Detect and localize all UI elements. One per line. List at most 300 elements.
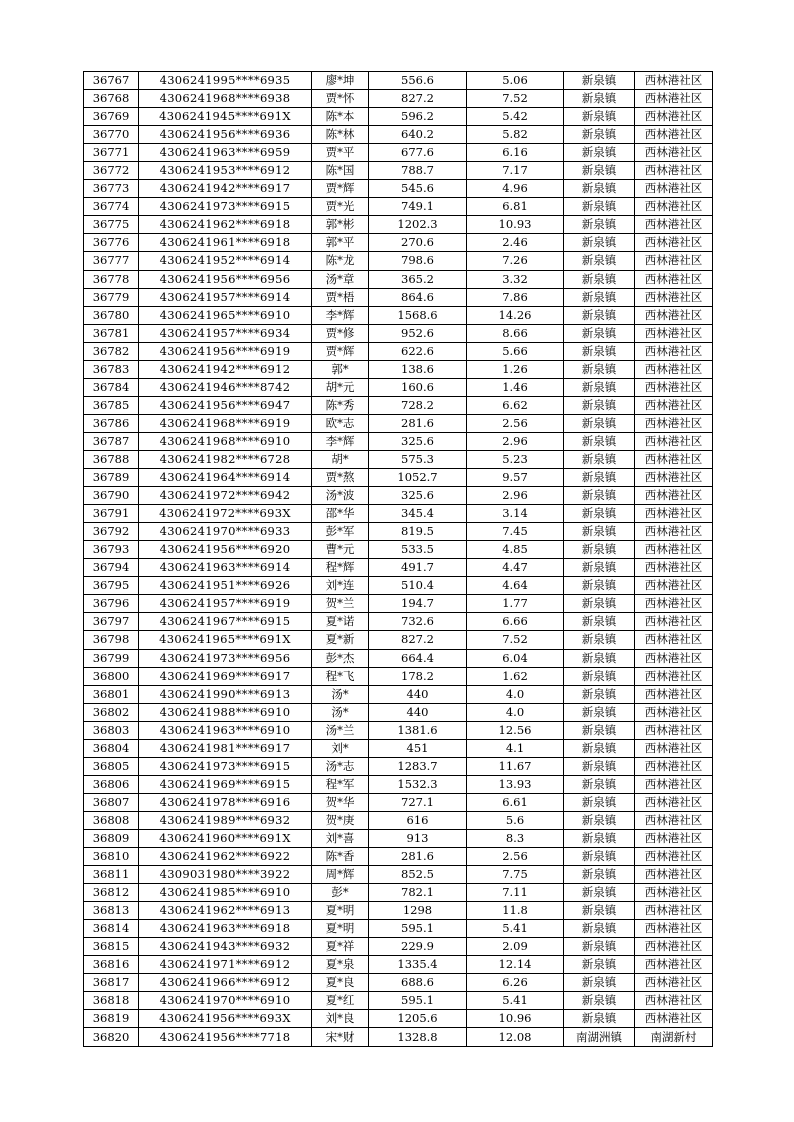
cell-amount: 533.5 <box>369 541 467 559</box>
cell-value: 6.81 <box>467 198 564 216</box>
cell-id-number: 4306241971****6912 <box>139 956 312 974</box>
cell-amount: 952.6 <box>369 324 467 342</box>
cell-community: 西林港社区 <box>635 396 713 414</box>
cell-name: 陈*香 <box>312 848 369 866</box>
cell-row-number: 36771 <box>84 144 139 162</box>
cell-name: 汤*志 <box>312 757 369 775</box>
cell-name: 刘* <box>312 739 369 757</box>
table-row <box>84 288 713 306</box>
cell-town: 新泉镇 <box>564 685 635 703</box>
cell-value: 6.04 <box>467 649 564 667</box>
cell-amount: 852.5 <box>369 866 467 884</box>
cell-name: 郭*彬 <box>312 216 369 234</box>
cell-name: 陈*本 <box>312 108 369 126</box>
cell-id-number: 4306241960****691X <box>139 829 312 847</box>
cell-name: 邵*华 <box>312 505 369 523</box>
cell-amount: 510.4 <box>369 577 467 595</box>
cell-id-number: 4306241956****6956 <box>139 270 312 288</box>
cell-id-number: 4306241970****6910 <box>139 992 312 1010</box>
table-row <box>84 378 713 396</box>
table-row <box>84 866 713 884</box>
cell-community: 西林港社区 <box>635 378 713 396</box>
cell-community: 西林港社区 <box>635 505 713 523</box>
cell-row-number: 36801 <box>84 685 139 703</box>
cell-town: 新泉镇 <box>564 649 635 667</box>
cell-row-number: 36783 <box>84 360 139 378</box>
cell-id-number: 4306241988****6910 <box>139 703 312 721</box>
cell-id-number: 4306241962****6922 <box>139 848 312 866</box>
table-row <box>84 541 713 559</box>
cell-row-number: 36815 <box>84 938 139 956</box>
cell-row-number: 36800 <box>84 667 139 685</box>
table-row <box>84 956 713 974</box>
cell-value: 2.56 <box>467 414 564 432</box>
cell-community: 西林港社区 <box>635 144 713 162</box>
cell-amount: 728.2 <box>369 396 467 414</box>
table-row <box>84 992 713 1010</box>
cell-community: 西林港社区 <box>635 288 713 306</box>
cell-community: 西林港社区 <box>635 180 713 198</box>
table-row <box>84 793 713 811</box>
table-row <box>84 252 713 270</box>
cell-row-number: 36811 <box>84 866 139 884</box>
cell-row-number: 36769 <box>84 108 139 126</box>
cell-name: 彭*军 <box>312 523 369 541</box>
cell-value: 5.66 <box>467 342 564 360</box>
cell-id-number: 4309031980****3922 <box>139 866 312 884</box>
cell-community: 西林港社区 <box>635 126 713 144</box>
cell-town: 新泉镇 <box>564 162 635 180</box>
cell-town: 新泉镇 <box>564 396 635 414</box>
table-row <box>84 523 713 541</box>
cell-row-number: 36807 <box>84 793 139 811</box>
cell-value: 7.26 <box>467 252 564 270</box>
cell-town: 新泉镇 <box>564 992 635 1010</box>
cell-amount: 281.6 <box>369 848 467 866</box>
cell-name: 胡* <box>312 450 369 468</box>
table-row <box>84 126 713 144</box>
cell-value: 7.52 <box>467 631 564 649</box>
cell-town: 新泉镇 <box>564 432 635 450</box>
table-row <box>84 198 713 216</box>
cell-community: 西林港社区 <box>635 234 713 252</box>
cell-value: 4.96 <box>467 180 564 198</box>
cell-name: 刘*连 <box>312 577 369 595</box>
cell-amount: 640.2 <box>369 126 467 144</box>
cell-amount: 281.6 <box>369 414 467 432</box>
cell-id-number: 4306241990****6913 <box>139 685 312 703</box>
cell-name: 胡*元 <box>312 378 369 396</box>
cell-row-number: 36792 <box>84 523 139 541</box>
table-row <box>84 216 713 234</box>
cell-name: 刘*喜 <box>312 829 369 847</box>
cell-community: 西林港社区 <box>635 108 713 126</box>
cell-id-number: 4306241963****6914 <box>139 559 312 577</box>
table-row <box>84 1010 713 1028</box>
cell-amount: 864.6 <box>369 288 467 306</box>
cell-amount: 595.1 <box>369 920 467 938</box>
cell-row-number: 36804 <box>84 739 139 757</box>
cell-town: 新泉镇 <box>564 703 635 721</box>
cell-town: 新泉镇 <box>564 613 635 631</box>
cell-community: 西林港社区 <box>635 992 713 1010</box>
cell-id-number: 4306241956****7718 <box>139 1028 312 1046</box>
cell-amount: 229.9 <box>369 938 467 956</box>
cell-name: 程*军 <box>312 775 369 793</box>
cell-amount: 913 <box>369 829 467 847</box>
cell-community: 西林港社区 <box>635 811 713 829</box>
cell-community: 西林港社区 <box>635 198 713 216</box>
cell-town: 新泉镇 <box>564 541 635 559</box>
table-row <box>84 649 713 667</box>
table-row <box>84 721 713 739</box>
table-row <box>84 90 713 108</box>
cell-id-number: 4306241956****6919 <box>139 342 312 360</box>
cell-community: 西林港社区 <box>635 324 713 342</box>
cell-name: 贺*兰 <box>312 595 369 613</box>
cell-name: 贾*平 <box>312 144 369 162</box>
cell-row-number: 36819 <box>84 1010 139 1028</box>
table-row <box>84 757 713 775</box>
cell-row-number: 36767 <box>84 72 139 90</box>
cell-value: 4.47 <box>467 559 564 577</box>
cell-amount: 732.6 <box>369 613 467 631</box>
cell-id-number: 4306241965****6910 <box>139 306 312 324</box>
cell-id-number: 4306241943****6932 <box>139 938 312 956</box>
cell-amount: 365.2 <box>369 270 467 288</box>
cell-town: 南湖洲镇 <box>564 1028 635 1046</box>
cell-row-number: 36802 <box>84 703 139 721</box>
cell-id-number: 4306241982****6728 <box>139 450 312 468</box>
cell-community: 西林港社区 <box>635 487 713 505</box>
cell-town: 新泉镇 <box>564 595 635 613</box>
cell-town: 新泉镇 <box>564 324 635 342</box>
cell-id-number: 4306241956****6947 <box>139 396 312 414</box>
table-row <box>84 306 713 324</box>
cell-value: 4.1 <box>467 739 564 757</box>
cell-id-number: 4306241957****6919 <box>139 595 312 613</box>
cell-value: 5.23 <box>467 450 564 468</box>
cell-row-number: 36797 <box>84 613 139 631</box>
cell-row-number: 36770 <box>84 126 139 144</box>
cell-value: 13.93 <box>467 775 564 793</box>
cell-community: 西林港社区 <box>635 685 713 703</box>
table-row <box>84 703 713 721</box>
cell-name: 夏*泉 <box>312 956 369 974</box>
cell-id-number: 4306241973****6915 <box>139 198 312 216</box>
cell-town: 新泉镇 <box>564 848 635 866</box>
cell-row-number: 36791 <box>84 505 139 523</box>
cell-row-number: 36775 <box>84 216 139 234</box>
cell-town: 新泉镇 <box>564 126 635 144</box>
cell-row-number: 36782 <box>84 342 139 360</box>
cell-town: 新泉镇 <box>564 523 635 541</box>
cell-name: 欧*志 <box>312 414 369 432</box>
cell-row-number: 36796 <box>84 595 139 613</box>
cell-town: 新泉镇 <box>564 884 635 902</box>
cell-row-number: 36817 <box>84 974 139 992</box>
cell-value: 2.09 <box>467 938 564 956</box>
cell-id-number: 4306241956****693X <box>139 1010 312 1028</box>
table-row <box>84 577 713 595</box>
cell-value: 1.46 <box>467 378 564 396</box>
cell-id-number: 4306241957****6934 <box>139 324 312 342</box>
cell-row-number: 36786 <box>84 414 139 432</box>
cell-community: 西林港社区 <box>635 216 713 234</box>
cell-row-number: 36808 <box>84 811 139 829</box>
cell-row-number: 36810 <box>84 848 139 866</box>
cell-row-number: 36806 <box>84 775 139 793</box>
cell-value: 3.32 <box>467 270 564 288</box>
cell-town: 新泉镇 <box>564 505 635 523</box>
cell-value: 5.6 <box>467 811 564 829</box>
cell-amount: 440 <box>369 685 467 703</box>
cell-community: 西林港社区 <box>635 775 713 793</box>
cell-community: 西林港社区 <box>635 252 713 270</box>
cell-town: 新泉镇 <box>564 198 635 216</box>
cell-name: 夏*明 <box>312 920 369 938</box>
cell-name: 贾*修 <box>312 324 369 342</box>
cell-row-number: 36790 <box>84 487 139 505</box>
cell-town: 新泉镇 <box>564 631 635 649</box>
cell-town: 新泉镇 <box>564 902 635 920</box>
cell-community: 西林港社区 <box>635 613 713 631</box>
table-row <box>84 396 713 414</box>
cell-name: 周*辉 <box>312 866 369 884</box>
cell-row-number: 36787 <box>84 432 139 450</box>
cell-id-number: 4306241972****6942 <box>139 487 312 505</box>
cell-community: 西林港社区 <box>635 162 713 180</box>
cell-name: 夏*新 <box>312 631 369 649</box>
cell-town: 新泉镇 <box>564 306 635 324</box>
cell-town: 新泉镇 <box>564 739 635 757</box>
cell-id-number: 4306241942****6917 <box>139 180 312 198</box>
cell-name: 陈*国 <box>312 162 369 180</box>
cell-town: 新泉镇 <box>564 920 635 938</box>
cell-row-number: 36768 <box>84 90 139 108</box>
cell-town: 新泉镇 <box>564 72 635 90</box>
cell-value: 10.96 <box>467 1010 564 1028</box>
cell-row-number: 36794 <box>84 559 139 577</box>
table-row <box>84 974 713 992</box>
cell-row-number: 36776 <box>84 234 139 252</box>
cell-value: 5.41 <box>467 992 564 1010</box>
cell-id-number: 4306241969****6917 <box>139 667 312 685</box>
cell-amount: 1568.6 <box>369 306 467 324</box>
cell-community: 西林港社区 <box>635 757 713 775</box>
cell-community: 南湖新村 <box>635 1028 713 1046</box>
cell-row-number: 36777 <box>84 252 139 270</box>
table-row <box>84 811 713 829</box>
cell-name: 曹*元 <box>312 541 369 559</box>
cell-community: 西林港社区 <box>635 649 713 667</box>
cell-value: 1.77 <box>467 595 564 613</box>
cell-amount: 440 <box>369 703 467 721</box>
data-table <box>83 71 713 1047</box>
cell-row-number: 36774 <box>84 198 139 216</box>
cell-name: 汤*兰 <box>312 721 369 739</box>
cell-value: 7.11 <box>467 884 564 902</box>
cell-id-number: 4306241965****691X <box>139 631 312 649</box>
cell-id-number: 4306241981****6917 <box>139 739 312 757</box>
cell-amount: 1298 <box>369 902 467 920</box>
cell-amount: 677.6 <box>369 144 467 162</box>
cell-community: 西林港社区 <box>635 829 713 847</box>
cell-name: 李*辉 <box>312 306 369 324</box>
cell-town: 新泉镇 <box>564 667 635 685</box>
table-row <box>84 685 713 703</box>
cell-name: 贾*梧 <box>312 288 369 306</box>
cell-name: 贺*庚 <box>312 811 369 829</box>
cell-community: 西林港社区 <box>635 541 713 559</box>
cell-name: 夏*诺 <box>312 613 369 631</box>
cell-town: 新泉镇 <box>564 342 635 360</box>
cell-town: 新泉镇 <box>564 793 635 811</box>
table-row <box>84 667 713 685</box>
cell-row-number: 36788 <box>84 450 139 468</box>
cell-value: 7.75 <box>467 866 564 884</box>
cell-community: 西林港社区 <box>635 270 713 288</box>
cell-amount: 575.3 <box>369 450 467 468</box>
cell-value: 12.14 <box>467 956 564 974</box>
cell-amount: 688.6 <box>369 974 467 992</box>
cell-id-number: 4306241963****6910 <box>139 721 312 739</box>
cell-row-number: 36820 <box>84 1028 139 1046</box>
cell-row-number: 36814 <box>84 920 139 938</box>
cell-community: 西林港社区 <box>635 559 713 577</box>
cell-community: 西林港社区 <box>635 360 713 378</box>
cell-community: 西林港社区 <box>635 793 713 811</box>
cell-town: 新泉镇 <box>564 775 635 793</box>
table-row <box>84 180 713 198</box>
cell-id-number: 4306241952****6914 <box>139 252 312 270</box>
cell-name: 夏*明 <box>312 902 369 920</box>
cell-value: 11.8 <box>467 902 564 920</box>
cell-name: 汤* <box>312 703 369 721</box>
cell-value: 1.26 <box>467 360 564 378</box>
cell-value: 11.67 <box>467 757 564 775</box>
cell-value: 2.96 <box>467 432 564 450</box>
cell-community: 西林港社区 <box>635 631 713 649</box>
cell-row-number: 36785 <box>84 396 139 414</box>
cell-town: 新泉镇 <box>564 829 635 847</box>
cell-value: 5.41 <box>467 920 564 938</box>
cell-amount: 160.6 <box>369 378 467 396</box>
cell-name: 陈*林 <box>312 126 369 144</box>
cell-value: 4.64 <box>467 577 564 595</box>
cell-row-number: 36789 <box>84 469 139 487</box>
cell-amount: 819.5 <box>369 523 467 541</box>
cell-id-number: 4306241956****6936 <box>139 126 312 144</box>
cell-id-number: 4306241962****6913 <box>139 902 312 920</box>
cell-amount: 616 <box>369 811 467 829</box>
cell-name: 宋*财 <box>312 1028 369 1046</box>
cell-amount: 749.1 <box>369 198 467 216</box>
cell-amount: 622.6 <box>369 342 467 360</box>
cell-town: 新泉镇 <box>564 469 635 487</box>
cell-value: 4.0 <box>467 703 564 721</box>
table-row <box>84 829 713 847</box>
cell-value: 9.57 <box>467 469 564 487</box>
cell-value: 4.85 <box>467 541 564 559</box>
cell-value: 6.66 <box>467 613 564 631</box>
cell-row-number: 36772 <box>84 162 139 180</box>
cell-value: 12.08 <box>467 1028 564 1046</box>
cell-value: 7.45 <box>467 523 564 541</box>
cell-amount: 1205.6 <box>369 1010 467 1028</box>
cell-amount: 325.6 <box>369 487 467 505</box>
cell-name: 彭*杰 <box>312 649 369 667</box>
cell-town: 新泉镇 <box>564 360 635 378</box>
cell-amount: 325.6 <box>369 432 467 450</box>
cell-town: 新泉镇 <box>564 577 635 595</box>
cell-value: 7.86 <box>467 288 564 306</box>
cell-id-number: 4306241970****6933 <box>139 523 312 541</box>
table-row <box>84 938 713 956</box>
table-row <box>84 72 713 90</box>
table-row <box>84 414 713 432</box>
table-row <box>84 270 713 288</box>
cell-community: 西林港社区 <box>635 920 713 938</box>
cell-value: 5.42 <box>467 108 564 126</box>
cell-community: 西林港社区 <box>635 739 713 757</box>
cell-id-number: 4306241946****8742 <box>139 378 312 396</box>
cell-row-number: 36795 <box>84 577 139 595</box>
cell-town: 新泉镇 <box>564 288 635 306</box>
table-row <box>84 902 713 920</box>
cell-value: 2.56 <box>467 848 564 866</box>
cell-id-number: 4306241963****6959 <box>139 144 312 162</box>
cell-community: 西林港社区 <box>635 956 713 974</box>
cell-amount: 727.1 <box>369 793 467 811</box>
cell-name: 贾*辉 <box>312 342 369 360</box>
cell-amount: 491.7 <box>369 559 467 577</box>
cell-id-number: 4306241968****6910 <box>139 432 312 450</box>
cell-row-number: 36809 <box>84 829 139 847</box>
table-row <box>84 920 713 938</box>
cell-row-number: 36813 <box>84 902 139 920</box>
cell-id-number: 4306241963****6918 <box>139 920 312 938</box>
table-row <box>84 234 713 252</box>
cell-name: 程*辉 <box>312 559 369 577</box>
cell-name: 郭*平 <box>312 234 369 252</box>
cell-amount: 270.6 <box>369 234 467 252</box>
cell-value: 14.26 <box>467 306 564 324</box>
cell-town: 新泉镇 <box>564 938 635 956</box>
cell-value: 5.82 <box>467 126 564 144</box>
cell-id-number: 4306241985****6910 <box>139 884 312 902</box>
cell-community: 西林港社区 <box>635 306 713 324</box>
cell-name: 夏*祥 <box>312 938 369 956</box>
cell-id-number: 4306241989****6932 <box>139 811 312 829</box>
cell-row-number: 36816 <box>84 956 139 974</box>
cell-town: 新泉镇 <box>564 252 635 270</box>
cell-id-number: 4306241995****6935 <box>139 72 312 90</box>
cell-row-number: 36784 <box>84 378 139 396</box>
cell-community: 西林港社区 <box>635 938 713 956</box>
cell-row-number: 36793 <box>84 541 139 559</box>
cell-value: 8.66 <box>467 324 564 342</box>
table-row <box>84 848 713 866</box>
cell-name: 程*飞 <box>312 667 369 685</box>
table-row <box>84 144 713 162</box>
cell-community: 西林港社区 <box>635 703 713 721</box>
table-row <box>84 162 713 180</box>
cell-amount: 1202.3 <box>369 216 467 234</box>
cell-id-number: 4306241964****6914 <box>139 469 312 487</box>
cell-town: 新泉镇 <box>564 90 635 108</box>
cell-town: 新泉镇 <box>564 234 635 252</box>
